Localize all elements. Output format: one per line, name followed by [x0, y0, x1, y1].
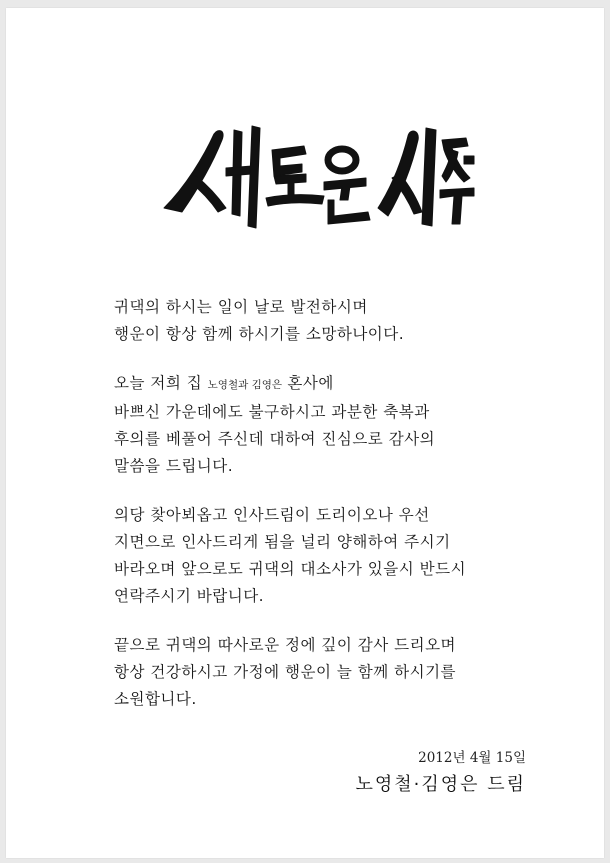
- couple-names: 노영철과 김영은: [207, 379, 282, 391]
- text-line-with-names: [114, 370, 554, 399]
- text-line: 소원합니다.: [114, 690, 197, 708]
- date-month-unit: 월: [478, 750, 492, 766]
- date-year: 2012: [418, 750, 453, 766]
- text-line: 후의를 베풀어 주신데 대하여 진심으로 감사의: [114, 430, 436, 448]
- text-fragment: 오늘 저희 집: [114, 374, 208, 392]
- text-line: 끝으로 귀댁의 따사로운 정에 깊이 감사 드리오며: [114, 636, 457, 654]
- paragraph-apology: [114, 502, 554, 610]
- letter-page: [6, 8, 604, 858]
- paragraph-thanks: [114, 370, 554, 480]
- text-line: 귀댁의 하시는 일이 날로 발전하시며: [114, 298, 368, 316]
- paragraph-greeting: [114, 294, 554, 348]
- text-fragment: 혼사에: [282, 374, 334, 392]
- letter-body: [114, 294, 554, 735]
- paragraph-closing: [114, 632, 554, 713]
- text-line: 바라오며 앞으로도 귀댁의 대소사가 있을시 반드시: [114, 560, 467, 578]
- date-day: 15: [495, 750, 513, 766]
- date-day-unit: 일: [512, 750, 526, 766]
- text-line: 의당 찾아뵈옵고 인사드림이 도리이오나 우선: [114, 506, 430, 524]
- text-line: 행운이 항상 함께 하시기를 소망하나이다.: [114, 325, 405, 343]
- calligraphy-title-artwork: [156, 116, 476, 236]
- text-line: 말씀을 드립니다.: [114, 457, 234, 475]
- calligraphy-title: [156, 116, 476, 236]
- letter-date: [418, 746, 526, 766]
- text-line: 지면으로 인사드리게 됨을 널리 양해하여 주시기: [114, 533, 451, 551]
- date-month: 4: [469, 750, 479, 766]
- text-line: 항상 건강하시고 가정에 행운이 늘 함께 하시기를: [114, 663, 457, 681]
- signature: 노영철·김영은 드림: [355, 774, 526, 795]
- text-line: 연락주시기 바랍니다.: [114, 587, 265, 605]
- date-year-unit: 년: [452, 750, 466, 766]
- text-line: 바쁘신 가운데에도 불구하시고 과분한 축복과: [114, 403, 430, 421]
